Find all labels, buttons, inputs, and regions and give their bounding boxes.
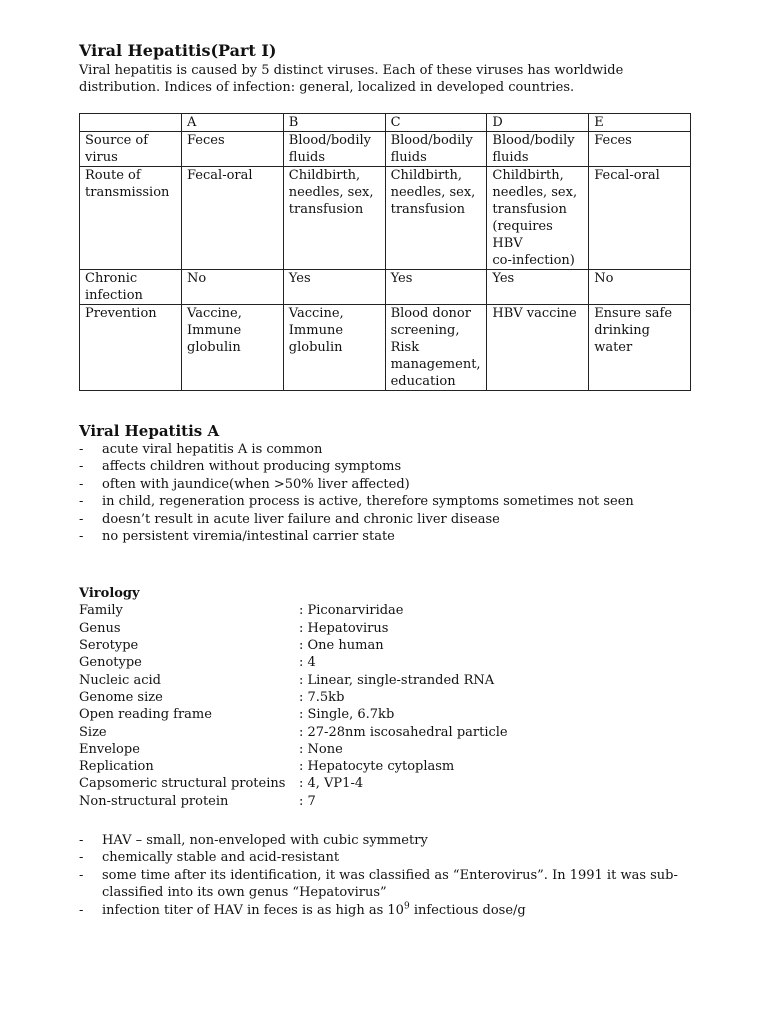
cell-text: Fecal-oral <box>187 168 253 183</box>
virology-row <box>79 654 508 671</box>
dash-bullet: - <box>79 833 84 848</box>
cell-text: Vaccine, <box>187 306 242 321</box>
table-row <box>80 270 691 305</box>
virology-key: Capsomeric structural proteins <box>79 776 286 792</box>
cell-text: Blood/bodily <box>390 133 473 148</box>
cell-text: Feces <box>187 133 225 148</box>
virology-value: : Piconarviridae <box>299 603 404 619</box>
virology-row <box>79 689 508 706</box>
table-cell <box>385 167 487 270</box>
header-cell-d: D <box>487 114 589 132</box>
cell-text: HBV vaccine <box>492 306 577 321</box>
list-item <box>79 441 691 458</box>
header-cell-e: E <box>589 114 691 132</box>
cell-text: No <box>187 271 207 286</box>
virology-row <box>79 602 508 619</box>
list-item <box>79 493 691 510</box>
table-cell <box>385 305 487 391</box>
virology-row <box>79 637 508 654</box>
virology-key: Open reading frame <box>79 707 212 723</box>
virology-value: : Linear, single-stranded RNA <box>299 672 495 688</box>
table-cell <box>283 305 385 391</box>
titer-text-prefix: infection titer of HAV in feces is as high as 10 <box>102 902 404 918</box>
table-row <box>80 132 691 167</box>
list-item <box>79 476 691 493</box>
hepatitis-comparison-table <box>79 113 691 391</box>
virology-value: : 7.5kb <box>299 689 345 705</box>
bullet-text: acute viral hepatitis A is common <box>102 442 323 457</box>
cell-text: (requires <box>492 219 553 234</box>
table-row <box>80 167 691 270</box>
dash-bullet: - <box>79 850 84 866</box>
cell-text: fluids <box>390 150 427 165</box>
cell-text: Feces <box>594 133 632 148</box>
table-cell <box>487 132 589 167</box>
cell-text: transfusion <box>390 202 466 217</box>
virology-value: : Hepatocyte cytoplasm <box>299 759 455 775</box>
titer-exponent: 9 <box>403 901 410 912</box>
hep-a-bullet-list <box>79 441 691 545</box>
cell-text: Ensure safe <box>594 306 673 321</box>
list-item <box>79 458 691 475</box>
cell-text: needles, sex, <box>288 185 374 200</box>
virology-key: Genus <box>79 620 121 636</box>
table-cell <box>385 132 487 167</box>
titer-text-suffix: infectious dose/g <box>409 902 526 918</box>
cell-text: water <box>594 340 633 355</box>
cell-text: Childbirth, <box>492 168 564 183</box>
cell-text: Immune <box>187 323 242 338</box>
cell-text: Blood/bodily <box>492 133 575 148</box>
dash-bullet: - <box>79 529 84 545</box>
bullet-text: doesn’t result in acute liver failure and chronic liver disease <box>102 511 500 527</box>
row-label-text: Chronic <box>85 271 138 286</box>
header-cell-b: B <box>283 114 385 132</box>
cell-text: No <box>594 271 614 286</box>
virology-value: : Hepatovirus <box>299 620 389 636</box>
virology-key: Serotype <box>79 638 139 654</box>
virology-row <box>79 741 508 758</box>
list-item <box>79 902 691 919</box>
cell-text: needles, sex, <box>492 185 578 200</box>
bullet-text: affects children without producing symptoms <box>102 459 402 475</box>
dash-bullet: - <box>79 459 84 475</box>
virology-heading: Virology <box>79 586 140 602</box>
virology-value: : Single, 6.7kb <box>299 707 395 723</box>
virology-key: Envelope <box>79 741 140 757</box>
bullet-text: chemically stable and acid-resistant <box>102 850 340 866</box>
cell-text: Yes <box>288 271 311 286</box>
notes-bullet-list <box>79 832 691 919</box>
virology-row <box>79 758 508 775</box>
dash-bullet: - <box>79 867 84 883</box>
virology-key: Family <box>79 603 123 619</box>
page-title: Viral Hepatitis(Part I) <box>79 41 277 60</box>
table-cell <box>283 167 385 270</box>
dash-bullet: - <box>79 476 84 492</box>
table-cell <box>182 305 284 391</box>
document-page <box>79 40 691 919</box>
cell-text: education <box>390 374 456 389</box>
row-label-cell <box>80 132 182 167</box>
cell-text: Risk <box>390 340 420 355</box>
bullet-text: in child, regeneration process is active, therefore symptoms sometimes not seen <box>102 494 634 510</box>
virology-key: Replication <box>79 759 154 775</box>
virology-key: Nucleic acid <box>79 672 161 688</box>
cell-text: globulin <box>187 340 241 355</box>
table-cell <box>589 305 691 391</box>
cell-text: drinking <box>594 323 650 338</box>
virology-key: Genome size <box>79 689 163 705</box>
table-cell <box>385 270 487 305</box>
virology-row <box>79 775 508 792</box>
cell-text: Immune <box>288 323 344 338</box>
cell-text: transfusion <box>288 202 364 217</box>
list-item <box>79 867 691 902</box>
list-item <box>79 511 691 528</box>
cell-text: Yes <box>492 271 515 286</box>
cell-text: screening, <box>390 323 460 338</box>
row-label-cell <box>80 167 182 270</box>
table-cell <box>283 270 385 305</box>
table-cell <box>182 167 284 270</box>
table-cell <box>589 270 691 305</box>
dash-bullet: - <box>79 902 84 918</box>
virology-row <box>79 706 508 723</box>
table-cell <box>589 167 691 270</box>
hep-a-heading: Viral Hepatitis A <box>79 422 220 440</box>
table-cell <box>487 167 589 270</box>
virology-key: Size <box>79 724 107 740</box>
cell-text: Blood/bodily <box>288 133 371 148</box>
row-label-text: virus <box>85 150 118 165</box>
cell-text: Childbirth, <box>390 168 462 183</box>
row-label-cell <box>80 270 182 305</box>
bullet-text: no persistent viremia/intestinal carrier state <box>102 529 395 545</box>
cell-text: HBV <box>492 236 523 251</box>
dash-bullet: - <box>79 494 84 510</box>
cell-text: co-infection) <box>492 253 575 268</box>
virology-value: : None <box>299 741 343 757</box>
cell-text: Yes <box>390 271 413 286</box>
dash-bullet: - <box>79 442 84 457</box>
row-label-text: Source of <box>85 133 149 148</box>
intro-line-2: distribution. Indices of infection: general, localized in developed countries. <box>79 80 575 95</box>
virology-value: : 4 <box>299 655 316 671</box>
table-cell <box>182 270 284 305</box>
list-item <box>79 849 691 866</box>
row-label-cell <box>80 305 182 391</box>
virology-row <box>79 620 508 637</box>
header-cell-empty <box>80 114 182 132</box>
table-row <box>80 305 691 391</box>
cell-text: Childbirth, <box>288 168 361 183</box>
table-cell <box>487 270 589 305</box>
virology-table <box>79 602 508 810</box>
cell-text: Blood donor <box>390 306 471 321</box>
virology-value: : One human <box>299 638 384 654</box>
row-label-text: Prevention <box>85 306 157 321</box>
virology-row <box>79 793 508 810</box>
virology-value: : 7 <box>299 793 316 809</box>
cell-text: management, <box>390 357 481 372</box>
table-cell <box>487 305 589 391</box>
virology-value: : 4, VP1-4 <box>299 776 364 792</box>
bullet-text: HAV – small, non-enveloped with cubic symmetry <box>102 833 428 848</box>
virology-value: : 27-28nm iscosahedral particle <box>299 724 508 740</box>
cell-text: Fecal-oral <box>594 168 660 183</box>
table-cell <box>283 132 385 167</box>
list-item <box>79 832 691 849</box>
row-label-text: transmission <box>85 185 170 200</box>
cell-text: fluids <box>492 150 529 165</box>
row-label-text: Route of <box>85 168 141 183</box>
header-cell-c: C <box>385 114 487 132</box>
cell-text: globulin <box>288 340 343 355</box>
intro-line-1: Viral hepatitis is caused by 5 distinct viruses. Each of these viruses has worldwide <box>79 63 624 78</box>
list-item <box>79 528 691 545</box>
cell-text: Vaccine, <box>288 306 344 321</box>
table-cell <box>589 132 691 167</box>
table-cell <box>182 132 284 167</box>
bullet-text: some time after its identification, it was classified as “Enterovirus”. In 1991 it was sub-classified into its own genus “Hepatovirus” <box>102 867 678 901</box>
cell-text: fluids <box>288 150 325 165</box>
virology-key: Non-structural protein <box>79 793 229 809</box>
virology-key: Genotype <box>79 655 142 671</box>
header-cell-a: A <box>182 114 284 132</box>
cell-text: needles, sex, <box>390 185 476 200</box>
table-header-row <box>80 114 691 132</box>
cell-text: transfusion <box>492 202 567 217</box>
bullet-text: often with jaundice(when >50% liver affected) <box>102 476 410 492</box>
virology-row <box>79 724 508 741</box>
row-label-text: infection <box>85 288 143 303</box>
virology-row <box>79 672 508 689</box>
dash-bullet: - <box>79 511 84 527</box>
